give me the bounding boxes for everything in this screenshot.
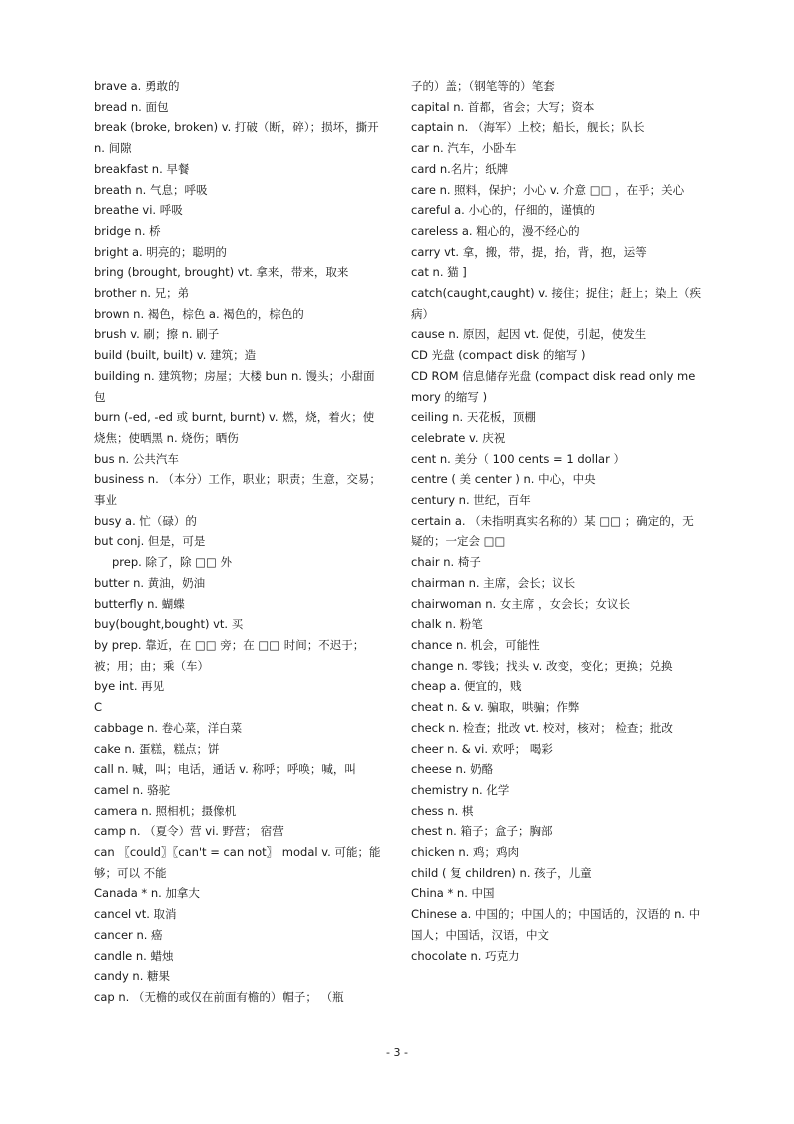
vocab-entry: brave a. 勇敢的 [94, 79, 180, 93]
vocab-entry: breathe vi. 呼吸 [94, 203, 183, 218]
vocab-entry: cat n. 猫 ] [411, 265, 467, 280]
vocab-entry: chalk n. 粉笔 [411, 617, 483, 632]
vocab-entry: bus n. 公共汽车 [94, 451, 179, 466]
vocab-entry: CD 光盘 (compact disk 的缩写 ) [411, 348, 586, 363]
vocab-entry: break (broke, broken) v. 打破（断，碎）；损坏，撕开 n. 间隙 [94, 120, 379, 156]
vocab-entry: cancer n. 癌 [94, 927, 163, 942]
vocab-entry: bright a. 明亮的；聪明的 [94, 244, 227, 259]
vocab-entry: prep. 除了，除 □□ 外 [112, 555, 233, 570]
vocab-entry: care n. 照料，保护；小心 v. 介意 □□ ，在乎；关心 [411, 182, 685, 197]
vocab-entry: chest n. 箱子；盒子；胸部 [411, 824, 553, 839]
vocab-entry: catch(caught,caught) v. 接住；捉住；赶上；染上（疾病） [411, 286, 702, 321]
vocab-entry: CD ROM 信息储存光盘 (compact disk read only memory 的缩写 ) [411, 368, 696, 404]
vocab-entry: chess n. 棋 [411, 803, 474, 818]
vocab-entry: cheer n. & vi. 欢呼； 喝彩 [411, 741, 553, 756]
vocab-entry: cause n. 原因，起因 vt. 促使，引起，使发生 [411, 327, 647, 342]
vocab-entry: century n. 世纪，百年 [411, 493, 531, 508]
vocab-entry: butterfly n. 蝴蝶 [94, 596, 185, 611]
vocab-entry: candle n. 蜡烛 [94, 948, 174, 963]
vocab-entry: bring (brought, brought) vt. 拿来，带来，取来 [94, 265, 349, 280]
vocab-entry: child ( 复 children) n. 孩子，儿童 [411, 865, 592, 880]
vocab-entry: buy(bought,bought) vt. 买 [94, 617, 244, 632]
vocab-entry: burn (-ed, -ed 或 burnt, burnt) v. 燃，烧，着火；使烧焦；使晒黑 n. 烧伤；晒伤 [94, 410, 375, 445]
left-column [94, 76, 384, 1008]
vocab-entry: Chinese a. 中国的；中国人的；中国话的，汉语的 n. 中国人；中国话，汉语，中文 [411, 907, 701, 942]
vocab-entry: chemistry n. 化学 [411, 782, 510, 797]
vocab-entry: butter n. 黄油，奶油 [94, 575, 206, 590]
vocab-entry: chocolate n. 巧克力 [411, 948, 520, 963]
vocab-entry: cancel vt. 取消 [94, 907, 177, 922]
vocab-entry: cake n. 蛋糕，糕点；饼 [94, 741, 220, 756]
vocab-entry: chicken n. 鸡；鸡肉 [411, 845, 519, 860]
vocab-entry: business n. （本分）工作，职业；职责；生意，交易；事业 [94, 472, 381, 508]
vocab-entry: candy n. 糖果 [94, 969, 171, 984]
vocab-entry: capital n. 首都，省会；大写；资本 [411, 99, 595, 114]
vocab-entry: bridge n. 桥 [94, 223, 161, 238]
vocab-entry: cheap a. 便宜的，贱 [411, 679, 522, 694]
vocab-entry: carry vt. 拿，搬，带，提，抬，背，抱，运等 [411, 244, 647, 259]
vocab-entry: camera n. 照相机；摄像机 [94, 803, 237, 818]
vocab-entry: can 〖could〗〖can't = can not〗 modal v. 可能；能够；可以 不能 [94, 845, 381, 880]
vocab-entry: chance n. 机会，可能性 [411, 637, 540, 652]
vocab-entry: camp n. （夏令）营 vi. 野营； 宿营 [94, 824, 284, 839]
vocab-entry: ceiling n. 天花板，顶棚 [411, 410, 536, 425]
vocab-entry: chair n. 椅子 [411, 555, 481, 570]
vocab-entry: chairman n. 主席，会长；议长 [411, 575, 576, 590]
vocab-entry: bye int. 再见 [94, 679, 165, 694]
vocab-entry: celebrate v. 庆祝 [411, 430, 506, 445]
vocab-entry: but conj. 但是，可是 [94, 534, 206, 549]
vocab-entry: call n. 喊，叫；电话，通话 v. 称呼；呼唤；喊，叫 [94, 762, 356, 777]
vocab-entry: build (built, built) v. 建筑；造 [94, 348, 257, 363]
right-column [411, 76, 703, 966]
vocab-entry: busy a. 忙（碌）的 [94, 513, 197, 528]
vocab-entry: brush v. 刷；擦 n. 刷子 [94, 327, 220, 342]
vocab-entry: captain n. （海军）上校；船长，舰长；队长 [411, 120, 645, 135]
vocab-entry: certain a. （未指明真实名称的）某 □□ ；确定的，无疑的；一定会 □□ [411, 513, 694, 549]
vocab-entry: careful a. 小心的，仔细的，谨慎的 [411, 203, 595, 218]
page-number: - 3 - [386, 1046, 408, 1059]
vocab-entry: building n. 建筑物；房屋；大楼 bun n. 馒头；小甜面包 [94, 368, 375, 404]
vocab-entry: change n. 零钱；找头 v. 改变，变化；更换；兑换 [411, 658, 673, 673]
vocab-entry: cheat n. & v. 骗取，哄骗；作弊 [411, 700, 580, 715]
vocab-entry: cheese n. 奶酪 [411, 762, 494, 777]
vocab-entry: breath n. 气息；呼吸 [94, 182, 208, 197]
vocab-entry: breakfast n. 早餐 [94, 161, 190, 176]
vocab-entry: cap n. （无檐的或仅在前面有檐的）帽子； （瓶 [94, 989, 344, 1004]
vocab-entry: cent n. 美分（ 100 cents = 1 dollar ） [411, 451, 625, 466]
vocab-entry: bread n. 面包 [94, 99, 169, 114]
vocab-entry: brown n. 褐色，棕色 a. 褐色的，棕色的 [94, 306, 304, 321]
vocab-entry: careless a. 粗心的，漫不经心的 [411, 223, 580, 238]
vocab-entry: China * n. 中国 [411, 886, 495, 901]
section-letter: C [94, 700, 103, 715]
vocab-entry: by prep. 靠近，在 □□ 旁；在 □□ 时间；不迟于；被；用；由；乘（车） [94, 637, 365, 673]
vocab-entry: check n. 检查；批改 vt. 校对，核对； 检查；批改 [411, 720, 673, 735]
vocab-entry: 子的）盖；（钢笔等的）笔套 [411, 79, 555, 93]
vocab-entry: brother n. 兄；弟 [94, 286, 190, 301]
vocab-entry: camel n. 骆驼 [94, 782, 171, 797]
vocab-entry: car n. 汽车，小卧车 [411, 141, 517, 156]
vocab-entry: card n.名片；纸牌 [411, 161, 509, 176]
vocab-entry: chairwoman n. 女主席 ，女会长；女议长 [411, 596, 630, 611]
vocab-entry: cabbage n. 卷心菜，洋白菜 [94, 720, 243, 735]
vocab-entry: Canada * n. 加拿大 [94, 886, 200, 901]
vocab-entry: centre ( 美 center ) n. 中心，中央 [411, 472, 596, 487]
